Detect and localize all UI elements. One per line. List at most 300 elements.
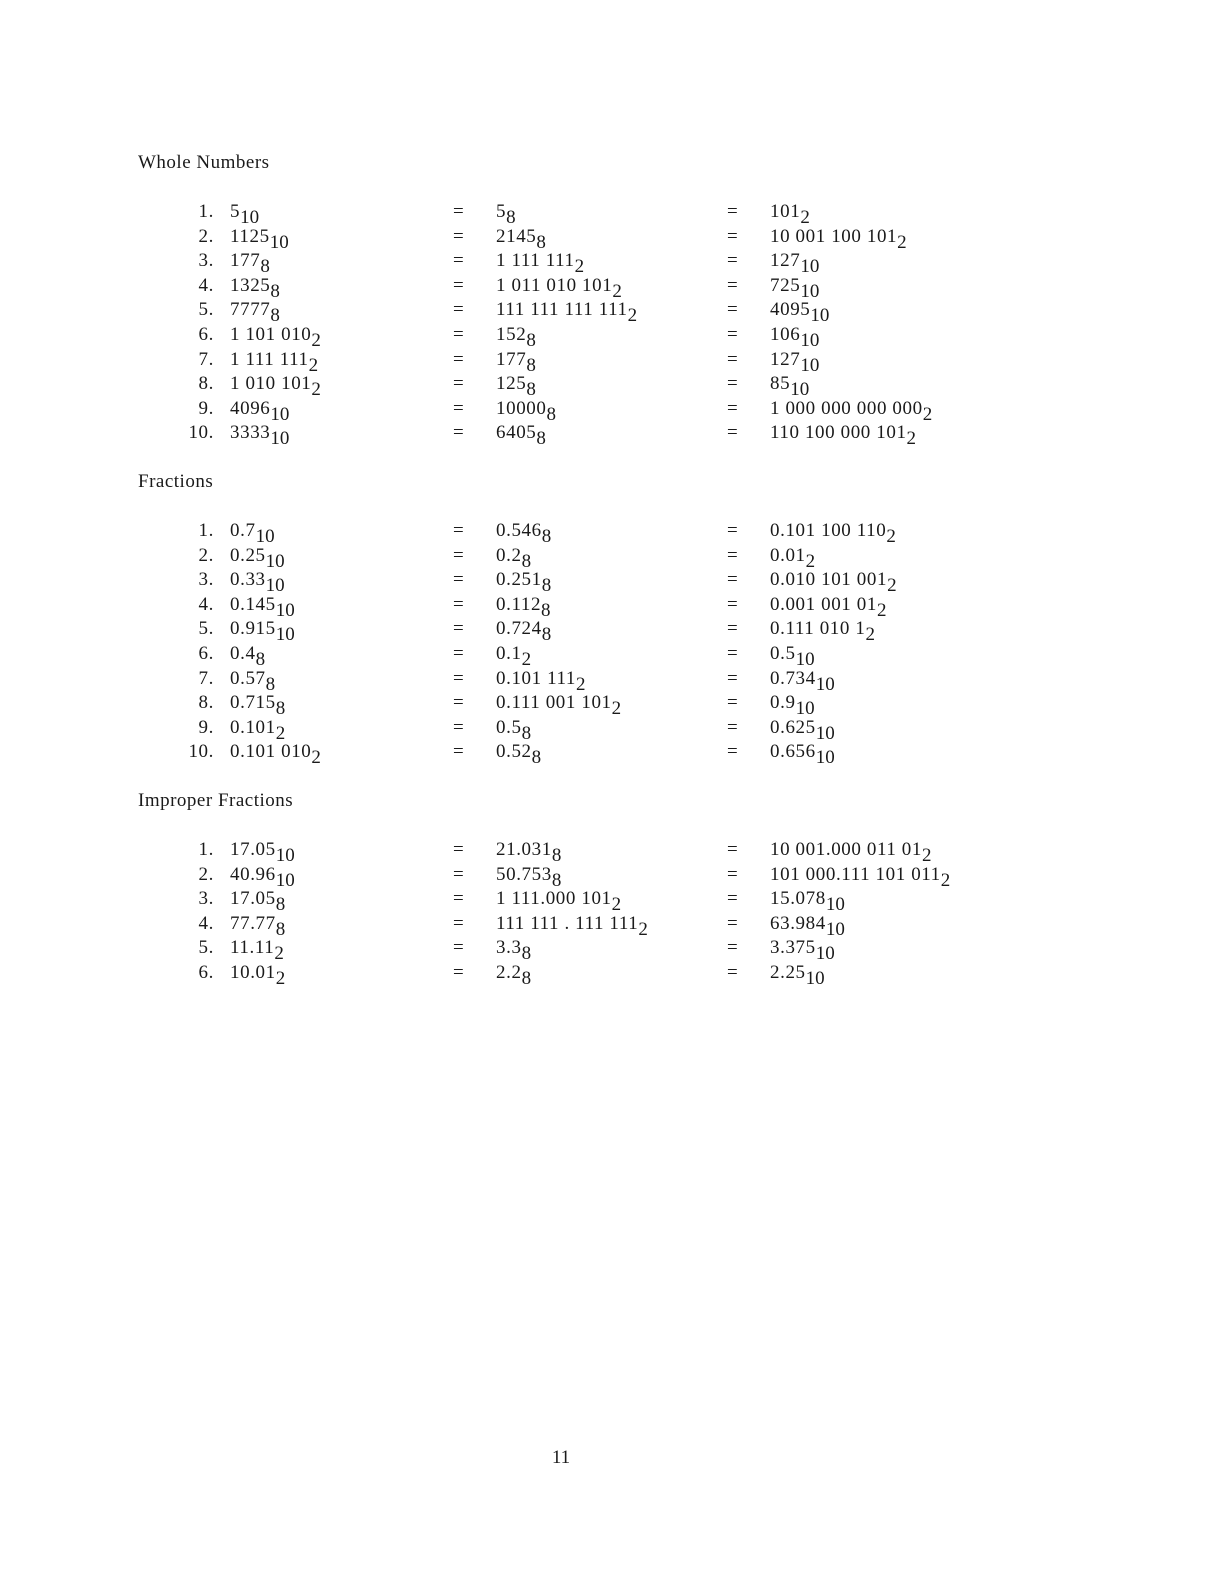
value-base: 2	[611, 698, 622, 720]
value-converted-2	[770, 397, 933, 425]
equals-sign: =	[453, 225, 465, 247]
value-converted-1	[496, 888, 622, 916]
value-digits: 10000	[496, 397, 547, 419]
value-converted-1	[496, 397, 556, 425]
value-converted-2	[770, 274, 820, 302]
equals-sign: =	[727, 520, 739, 541]
value-base: 10	[800, 256, 820, 278]
value-digits: 50.753	[496, 863, 552, 885]
value-digits: 6405	[496, 422, 537, 444]
value-original	[230, 373, 321, 401]
value-digits: 1 101 010	[230, 324, 312, 345]
table-row	[0, 594, 1224, 619]
value-base: 10	[275, 624, 295, 646]
value-original	[230, 667, 276, 695]
value-base: 10	[815, 673, 835, 695]
value-base: 8	[531, 747, 542, 769]
value-original	[230, 912, 286, 940]
value-digits: 0.7	[230, 520, 256, 541]
table-row	[0, 226, 1224, 251]
value-digits: 2.25	[770, 962, 806, 983]
value-digits: 0.9	[770, 692, 796, 714]
value-original	[230, 962, 286, 989]
value-converted-2	[770, 225, 907, 253]
value-original	[230, 937, 284, 965]
equals-sign: =	[453, 544, 465, 566]
value-digits: 0.1	[496, 643, 522, 664]
value-digits: 0.734	[770, 667, 816, 689]
value-original	[230, 569, 285, 597]
value-base: 8	[541, 526, 552, 547]
value-base: 10	[265, 575, 285, 597]
value-original	[230, 544, 285, 572]
equals-sign: =	[727, 225, 739, 247]
equals-sign: =	[453, 618, 465, 640]
value-digits: 0.5	[770, 643, 796, 664]
value-base: 2	[876, 599, 887, 621]
value-base: 8	[541, 599, 551, 621]
value-digits: 0.625	[770, 716, 816, 738]
row-number: 5.	[198, 299, 214, 321]
value-base: 8	[521, 968, 532, 989]
page-number: 11	[551, 1447, 571, 1468]
equals-sign: =	[727, 250, 739, 272]
value-digits: 177	[496, 348, 527, 370]
value-original	[230, 324, 321, 351]
value-digits: 0.112	[496, 593, 542, 615]
value-base: 2	[611, 894, 622, 916]
value-base: 2	[886, 526, 896, 547]
table-row	[0, 520, 1224, 545]
value-converted-1	[496, 201, 516, 228]
value-converted-2	[770, 618, 875, 646]
value-base: 8	[526, 330, 536, 351]
value-converted-2	[770, 937, 835, 965]
value-original	[230, 299, 280, 327]
row-number: 5.	[198, 937, 214, 959]
value-original	[230, 397, 290, 425]
equals-sign: =	[453, 863, 465, 885]
value-base: 10	[815, 722, 835, 744]
equals-sign: =	[727, 397, 739, 419]
equals-sign: =	[727, 618, 739, 640]
equals-sign: =	[453, 373, 465, 395]
value-base: 10	[265, 550, 285, 572]
value-digits: 1 011 010 101	[496, 274, 613, 296]
value-digits: 5	[496, 201, 507, 222]
table-row	[0, 373, 1224, 401]
value-converted-2	[770, 422, 917, 450]
value-base: 10	[810, 305, 830, 327]
value-base: 10	[275, 845, 295, 866]
value-digits: 3.3	[496, 937, 522, 959]
value-digits: 77.77	[230, 912, 276, 934]
value-base: 2	[612, 280, 622, 302]
value-digits: 0.25	[230, 544, 266, 566]
value-digits: 17.05	[230, 839, 276, 860]
value-converted-2	[770, 299, 830, 327]
value-converted-1	[496, 839, 562, 866]
equals-sign: =	[727, 741, 739, 763]
equals-sign: =	[453, 397, 465, 419]
table-row	[0, 398, 1224, 423]
table-row	[0, 692, 1224, 720]
equals-sign: =	[727, 937, 739, 959]
value-digits: 10 001 100 101	[770, 225, 898, 247]
value-base: 10	[815, 747, 835, 769]
row-number: 1.	[198, 520, 214, 541]
equals-sign: =	[453, 348, 465, 370]
value-converted-1	[496, 250, 585, 278]
equals-sign: =	[453, 888, 465, 910]
value-base: 10	[240, 207, 260, 228]
row-number: 3.	[198, 250, 214, 272]
value-base: 8	[541, 624, 552, 646]
value-base: 2	[274, 943, 284, 965]
equals-sign: =	[727, 593, 739, 615]
equals-sign: =	[453, 593, 465, 615]
row-number: 5.	[198, 618, 214, 640]
row-number: 2.	[198, 544, 214, 566]
value-converted-1	[496, 716, 532, 744]
equals-sign: =	[453, 937, 465, 959]
value-digits: 2.2	[496, 962, 522, 983]
value-original	[230, 250, 270, 278]
value-base: 2	[906, 428, 917, 450]
row-number: 8.	[198, 373, 214, 395]
table-row	[0, 349, 1224, 374]
value-converted-1	[496, 593, 551, 621]
value-digits: 0.715	[230, 692, 276, 714]
value-converted-2	[770, 863, 951, 891]
value-original	[230, 618, 295, 646]
equals-sign: =	[727, 912, 739, 934]
equals-sign: =	[727, 201, 739, 222]
value-digits: 7777	[230, 299, 271, 321]
value-digits: 21.031	[496, 839, 552, 860]
value-digits: 725	[770, 274, 801, 296]
value-base: 2	[574, 256, 585, 278]
table-row	[0, 618, 1224, 646]
value-digits: 17.05	[230, 888, 276, 910]
value-digits: 110 100 000 101	[770, 422, 907, 444]
value-converted-1	[496, 741, 542, 769]
value-converted-2	[770, 569, 897, 597]
value-original	[230, 348, 319, 376]
value-digits: 177	[230, 250, 261, 272]
equals-sign: =	[727, 962, 739, 983]
value-original	[230, 643, 266, 670]
value-digits: 2145	[496, 225, 537, 247]
value-converted-2	[770, 373, 810, 401]
value-converted-1	[496, 544, 532, 572]
value-digits: 1125	[230, 225, 270, 247]
value-base: 10	[275, 599, 295, 621]
equals-sign: =	[453, 274, 465, 296]
value-digits: 0.546	[496, 520, 542, 541]
value-base: 10	[255, 526, 275, 547]
value-base: 8	[275, 698, 286, 720]
value-converted-1	[496, 692, 622, 720]
value-digits: 127	[770, 250, 801, 272]
value-base: 10	[800, 330, 820, 351]
table-row	[0, 888, 1224, 916]
value-converted-2	[770, 839, 932, 866]
value-base: 8	[260, 256, 270, 278]
value-converted-1	[496, 962, 532, 989]
value-digits: 0.145	[230, 593, 276, 615]
value-base: 10	[270, 428, 290, 450]
value-base: 10	[800, 354, 820, 376]
row-number: 2.	[198, 863, 214, 885]
value-digits: 0.101 111	[496, 667, 576, 689]
table-row	[0, 569, 1224, 597]
row-number: 1.	[198, 201, 214, 222]
equals-sign: =	[453, 201, 465, 222]
section-heading-improper-fractions: Improper Fractions	[138, 790, 294, 811]
value-base: 8	[536, 231, 546, 253]
value-base: 10	[269, 231, 289, 253]
value-digits: 40.96	[230, 863, 276, 885]
table-row	[0, 668, 1224, 693]
value-digits: 0.01	[770, 544, 806, 566]
value-converted-2	[770, 888, 845, 916]
table-row	[0, 324, 1224, 349]
value-converted-1	[496, 274, 622, 302]
value-base: 8	[270, 305, 280, 327]
value-digits: 0.111 001 101	[496, 692, 612, 714]
value-converted-1	[496, 324, 536, 351]
equals-sign: =	[727, 839, 739, 860]
equals-sign: =	[453, 324, 465, 345]
row-number: 4.	[198, 912, 214, 934]
value-base: 8	[551, 845, 562, 866]
value-digits: 0.4	[230, 643, 256, 664]
equals-sign: =	[727, 667, 739, 689]
value-converted-2	[770, 250, 820, 278]
value-base: 2	[275, 968, 286, 989]
value-base: 2	[887, 575, 897, 597]
table-row	[0, 201, 1224, 226]
value-base: 2	[521, 649, 532, 670]
value-base: 10	[800, 280, 820, 302]
value-digits: 10 001.000 011 01	[770, 839, 922, 860]
value-base: 10	[790, 379, 810, 401]
equals-sign: =	[727, 643, 739, 664]
value-base: 8	[536, 428, 546, 450]
value-converted-2	[770, 593, 887, 621]
value-digits: 0.915	[230, 618, 276, 640]
equals-sign: =	[453, 962, 465, 983]
value-base: 2	[311, 747, 321, 769]
value-digits: 3.375	[770, 937, 816, 959]
value-digits: 1325	[230, 274, 271, 296]
equals-sign: =	[453, 569, 465, 591]
value-converted-1	[496, 520, 552, 547]
value-converted-1	[496, 618, 552, 646]
row-number: 1.	[198, 839, 214, 860]
value-digits: 125	[496, 373, 527, 395]
value-original	[230, 692, 286, 720]
value-digits: 0.52	[496, 741, 532, 763]
value-digits: 1 111 111	[496, 250, 575, 272]
row-number: 6.	[198, 643, 214, 664]
equals-sign: =	[453, 692, 465, 714]
value-base: 8	[275, 894, 286, 916]
row-number: 3.	[198, 888, 214, 910]
value-digits: 10.01	[230, 962, 276, 983]
value-base: 8	[521, 550, 532, 572]
value-converted-2	[770, 348, 820, 376]
equals-sign: =	[453, 741, 465, 763]
value-digits: 0.101 010	[230, 741, 312, 763]
value-digits: 4095	[770, 299, 811, 321]
value-base: 8	[551, 869, 562, 891]
value-base: 8	[541, 575, 552, 597]
row-number: 7.	[198, 667, 214, 689]
value-base: 10	[270, 403, 290, 425]
value-original	[230, 863, 295, 891]
value-original	[230, 839, 295, 866]
row-number: 2.	[198, 225, 214, 247]
value-base: 2	[897, 231, 907, 253]
value-converted-2	[770, 201, 810, 228]
value-converted-1	[496, 937, 532, 965]
value-digits: 0.101	[230, 716, 276, 738]
value-converted-2	[770, 962, 825, 989]
equals-sign: =	[727, 692, 739, 714]
row-number: 10.	[188, 741, 214, 763]
value-base: 8	[546, 403, 556, 425]
equals-sign: =	[727, 716, 739, 738]
value-digits: 0.2	[496, 544, 522, 566]
row-number: 10.	[188, 422, 214, 444]
value-converted-2	[770, 692, 815, 720]
value-digits: 111 111 . 111 111	[496, 912, 639, 934]
row-number: 9.	[198, 397, 214, 419]
value-base: 8	[506, 207, 516, 228]
value-base: 8	[521, 943, 532, 965]
table-row	[0, 545, 1224, 570]
table-row	[0, 643, 1224, 668]
equals-sign: =	[453, 643, 465, 664]
value-digits: 1 111.000 101	[496, 888, 612, 910]
value-converted-1	[496, 863, 562, 891]
value-converted-1	[496, 569, 552, 597]
equals-sign: =	[727, 544, 739, 566]
equals-sign: =	[453, 520, 465, 541]
value-converted-2	[770, 667, 835, 695]
equals-sign: =	[727, 888, 739, 910]
equals-sign: =	[727, 299, 739, 321]
value-original	[230, 422, 290, 450]
value-digits: 0.251	[496, 569, 542, 591]
value-digits: 0.33	[230, 569, 266, 591]
value-original	[230, 593, 295, 621]
equals-sign: =	[453, 716, 465, 738]
value-base: 2	[311, 330, 321, 351]
value-base: 10	[795, 649, 815, 670]
table-row	[0, 741, 1224, 769]
value-digits: 101	[770, 201, 801, 222]
equals-sign: =	[727, 863, 739, 885]
row-number: 4.	[198, 274, 214, 296]
value-digits: 1 000 000 000 000	[770, 397, 923, 419]
value-digits: 0.001 001 01	[770, 593, 877, 615]
value-base: 10	[805, 968, 825, 989]
value-base: 2	[805, 550, 816, 572]
value-digits: 1 111 111	[230, 348, 309, 370]
value-converted-1	[496, 348, 536, 376]
value-base: 2	[940, 869, 951, 891]
value-digits: 85	[770, 373, 791, 395]
value-original	[230, 716, 286, 744]
value-base: 2	[638, 918, 648, 940]
value-original	[230, 225, 289, 253]
value-base: 8	[526, 379, 536, 401]
value-digits: 0.010 101 001	[770, 569, 888, 591]
value-base: 10	[275, 869, 295, 891]
section-heading-fractions: Fractions	[138, 471, 214, 492]
value-base: 10	[795, 698, 815, 720]
value-converted-2	[770, 324, 820, 351]
value-base: 2	[800, 207, 810, 228]
value-converted-1	[496, 422, 546, 450]
value-digits: 1 010 101	[230, 373, 312, 395]
value-digits: 5	[230, 201, 241, 222]
row-number: 4.	[198, 593, 214, 615]
row-number: 9.	[198, 716, 214, 738]
value-base: 8	[255, 649, 266, 670]
value-original	[230, 888, 286, 916]
equals-sign: =	[727, 569, 739, 591]
value-converted-2	[770, 520, 896, 547]
value-digits: 101 000.111 101 011	[770, 863, 941, 885]
value-base: 10	[825, 894, 845, 916]
value-base: 2	[311, 379, 321, 401]
value-digits: 106	[770, 324, 801, 345]
equals-sign: =	[453, 250, 465, 272]
value-digits: 0.111 010 1	[770, 618, 866, 640]
value-converted-2	[770, 716, 835, 744]
equals-sign: =	[727, 422, 739, 444]
table-row	[0, 864, 1224, 889]
value-digits: 0.5	[496, 716, 522, 738]
value-base: 8	[526, 354, 536, 376]
value-digits: 11.11	[230, 937, 275, 959]
value-digits: 63.984	[770, 912, 826, 934]
table-row	[0, 422, 1224, 450]
value-original	[230, 274, 280, 302]
value-digits: 15.078	[770, 888, 826, 910]
value-converted-2	[770, 643, 815, 670]
value-base: 10	[825, 918, 845, 940]
row-number: 8.	[198, 692, 214, 714]
value-converted-1	[496, 912, 648, 940]
value-converted-2	[770, 544, 816, 572]
equals-sign: =	[453, 422, 465, 444]
table-row	[0, 275, 1224, 300]
value-base: 8	[270, 280, 280, 302]
value-digits: 152	[496, 324, 527, 345]
value-digits: 0.101 100 110	[770, 520, 887, 541]
value-original	[230, 520, 275, 547]
equals-sign: =	[727, 274, 739, 296]
value-digits: 4096	[230, 397, 271, 419]
value-base: 2	[922, 845, 932, 866]
value-base: 2	[275, 722, 286, 744]
table-row	[0, 839, 1224, 864]
